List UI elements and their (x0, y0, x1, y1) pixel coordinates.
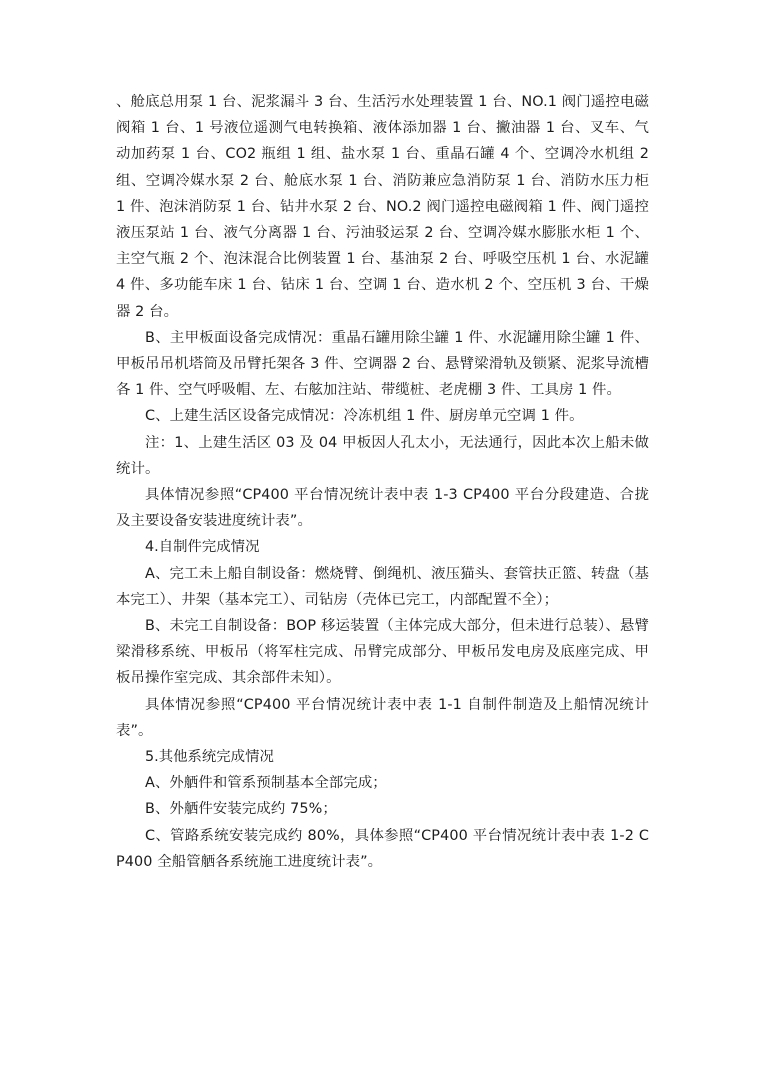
paragraph-piping-install: C、管路系统安装完成约 80%，具体参照“CP400 平台情况统计表中表 1-2 CP400 全船管舾各系统施工进度统计表”。 (116, 827, 649, 870)
document-body (116, 89, 649, 875)
paragraph-outfitting-install: B、外舾件安装完成约 75%； (145, 801, 337, 818)
paragraph-reference-table-1-3: 具体情况参照“CP400 平台情况统计表中表 1-3 CP400 平台分段建造、合拢及主要设备安装进度统计表”。 (116, 487, 649, 530)
paragraph-living-quarters-equipment: C、上建生活区设备完成情况：冷冻机组 1 件、厨房单元空调 1 件。 (145, 408, 584, 425)
section-heading-4: 4.自制件完成情况 (145, 539, 260, 556)
section-heading-5: 5.其他系统完成情况 (145, 749, 274, 766)
paragraph-main-deck-equipment: B、主甲板面设备完成情况：重晶石罐用除尘罐 1 件、水泥罐用除尘罐 1 件、甲板吊吊机塔筒及吊臂托架各 3 件、空调器 2 台、悬臂梁滑轨及锁紧、泥浆导流槽各 1 件、空气呼吸帽、左、右舷加注站、带缆桩、老虎棚 3 件、工具房 1 件。 (116, 329, 649, 399)
paragraph-equipment-list-continued: 、舱底总用泵 1 台、泥浆漏斗 3 台、生活污水处理装置 1 台、NO.1 阀门遥控电磁阀箱 1 台、1 号液位遥测气电转换箱、液体添加器 1 台、撇油器 1 台、叉车、气动加药泵 1 台、CO2 瓶组 1 组、盐水泵 1 台、重晶石罐 4 个、空调冷水机组 2 组、空调冷媒水泵 2 台、舱底水泵 1 台、消防兼应急消防泵 1 台、消防水压力柜 1 件、泡沫消防泵 1 台、钻井水泵 2 台、NO.2 阀门遥控电磁阀箱 1 件、阀门遥控液压泵站 1 台、液气分离器 1 台、污油驳运泵 2 台、空调冷媒水膨胀水柜 1 个、主空气瓶 2 个、泡沫混合比例装置 1 台、基油泵 2 台、呼吸空压机 1 台、水泥罐 4 件、多功能车床 1 台、钻床 1 台、空调 1 台、造水机 2 个、空压机 3 台、干燥器 2 台。 (116, 94, 649, 320)
paragraph-note: 注：1、上建生活区 03 及 04 甲板因人孔太小，无法通行，因此本次上船未做统计。 (116, 434, 649, 477)
paragraph-reference-table-1-1: 具体情况参照“CP400 平台情况统计表中表 1-1 自制件制造及上船情况统计表”。 (116, 696, 649, 739)
paragraph-completed-self-made: A、完工未上船自制设备：燃烧臂、倒绳机、液压猫头、套管扶正篮、转盘（基本完工）、井架（基本完工）、司钻房（壳体已完工，内部配置不全）； (116, 565, 649, 608)
paragraph-outfitting-prefab: A、外舾件和管系预制基本全部完成； (145, 775, 387, 792)
paragraph-uncompleted-self-made: B、未完工自制设备：BOP 移运装置（主体完成大部分，但未进行总装）、悬臂梁滑移系统、甲板吊（将军柱完成、吊臂完成部分、甲板吊发电房及底座完成、甲板吊操作室完成、其余部件未知）。 (116, 618, 649, 687)
